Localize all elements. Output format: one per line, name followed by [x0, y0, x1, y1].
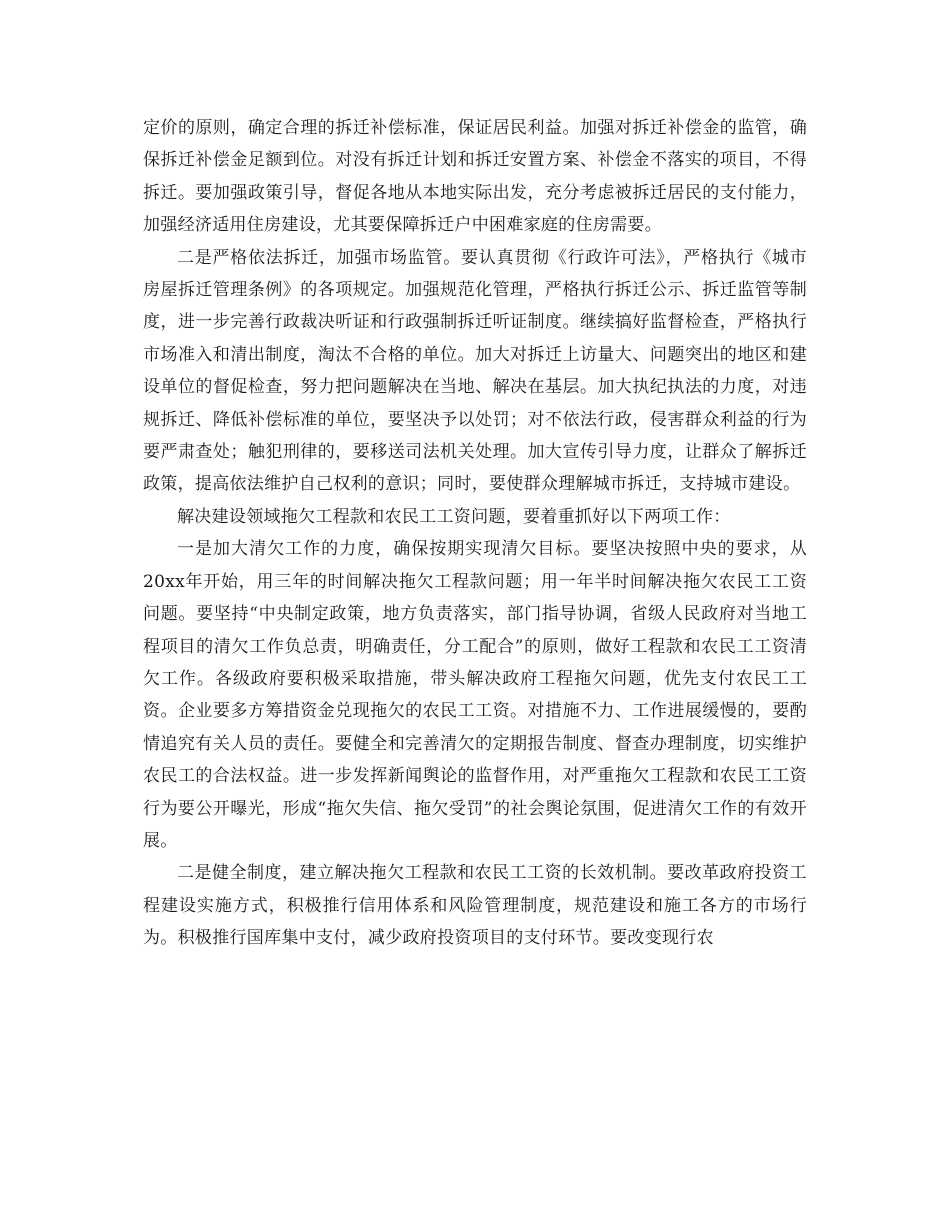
- paragraph-1: 定价的原则，确定合理的拆迁补偿标准，保证居民利益。加强对拆迁补偿金的监管，确保拆迁补偿金足额到位。对没有拆迁计划和拆迁安置方案、补偿金不落实的项目，不得拆迁。要加强政策引导，督促各地从本地实际出发，充分考虑被拆迁居民的支付能力，加强经济适用住房建设，尤其要保障拆迁户中困难家庭的住房需要。: [143, 118, 807, 236]
- paragraph-4: 一是加大清欠工作的力度，确保按期实现清欠目标。要坚决按照中央的要求，从20xx年开始，用三年的时间解决拖欠工程款问题；用一年半时间解决拖欠农民工工资问题。要坚持“中央制定政策，地方负责落实，部门指导协调，省级人民政府对当地工程项目的清欠工作负总责，明确责任，分工配合”的原则，做好工程款和农民工工资清欠工作。各级政府要积极采取措施，带头解决政府工程拖欠问题，优先支付农民工工资。企业要多方筹措资金兑现拖欠的农民工工资。对措施不力、工作进展缓慢的，要酌情追究有关人员的责任。要健全和完善清欠的定期报告制度、督查办理制度，切实维护农民工的合法权益。进一步发挥新闻舆论的监督作用，对严重拖欠工程款和农民工工资行为要公开曝光，形成“拖欠失信、拖欠受罚”的社会舆论氛围，促进清欠工作的有效开展。: [143, 539, 807, 851]
- paragraph-5: 二是健全制度，建立解决拖欠工程款和农民工工资的长效机制。要改革政府投资工程建设实施方式，积极推行信用体系和风险管理制度，规范建设和施工各方的市场行为。积极推行国库集中支付，减少政府投资项目的支付环节。要改变现行农: [143, 863, 807, 949]
- document-body: [143, 112, 807, 955]
- paragraph-3: 解决建设领域拖欠工程款和农民工工资问题，要着重抓好以下两项工作：: [177, 506, 731, 527]
- paragraph-2: 二是严格依法拆迁，加强市场监管。要认真贯彻《行政许可法》，严格执行《城市房屋拆迁管理条例》的各项规定。加强规范化管理，严格执行拆迁公示、拆迁监管等制度，进一步完善行政裁决听证和行政强制拆迁听证制度。继续搞好监督检查，严格执行市场准入和清出制度，淘汰不合格的单位。加大对拆迁上访量大、问题突出的地区和建设单位的督促检查，努力把问题解决在当地、解决在基层。加大执纪执法的力度，对违规拆迁、降低补偿标准的单位，要坚决予以处罚；对不依法行政，侵害群众利益的行为要严肃查处；触犯刑律的，要移送司法机关处理。加大宣传引导力度，让群众了解拆迁政策，提高依法维护自己权利的意识；同时，要使群众理解城市拆迁，支持城市建设。: [143, 247, 807, 495]
